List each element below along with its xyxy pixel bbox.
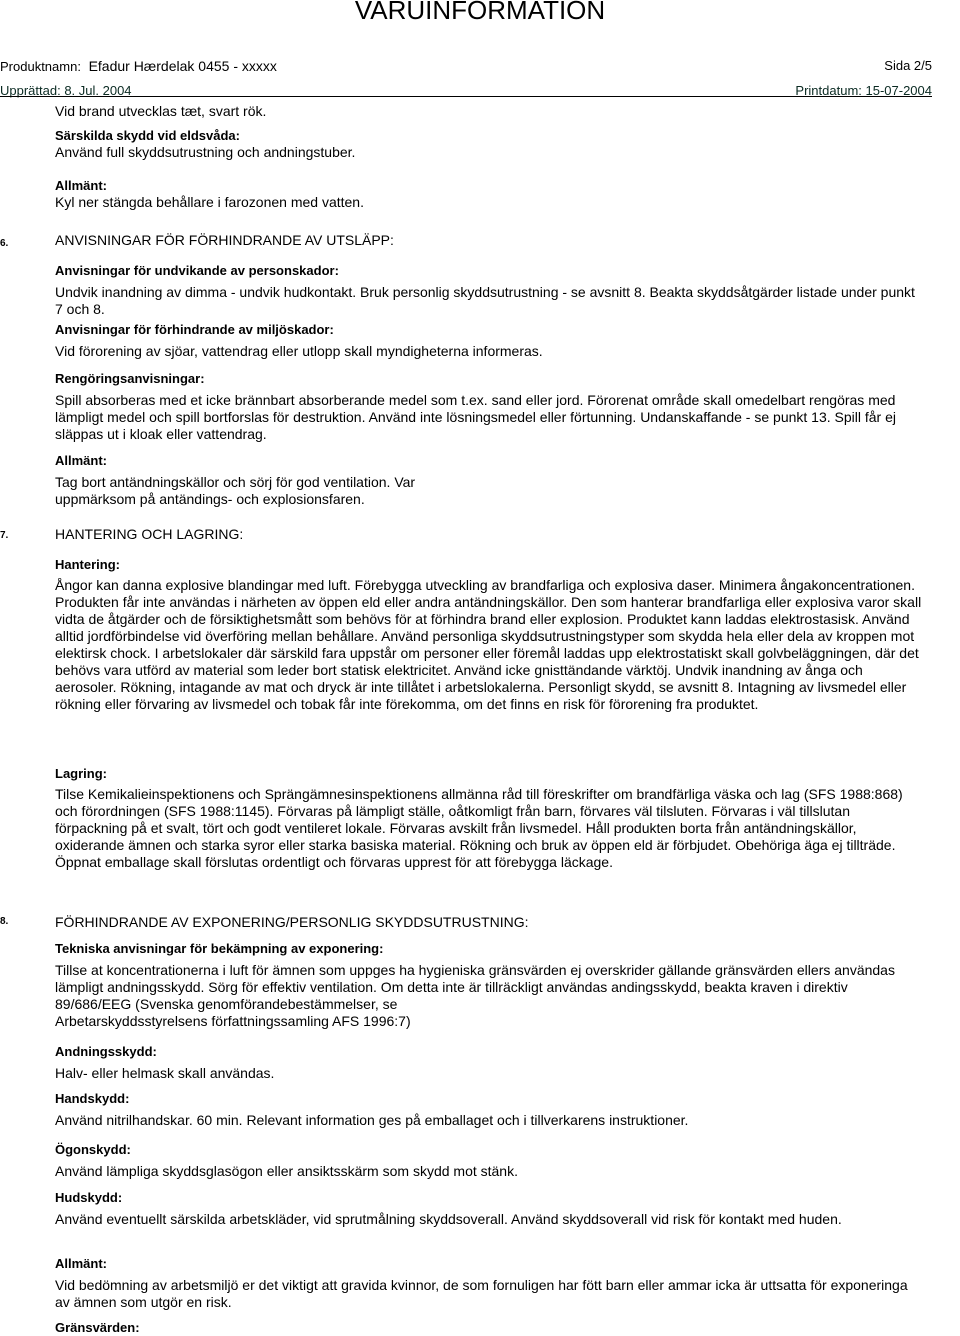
limits-label: Gränsvärden:: [55, 1320, 140, 1335]
respiratory-block: [55, 1043, 925, 1082]
section-6-title: ANVISNINGAR FÖR FÖRHINDRANDE AV UTSLÄPP:: [55, 232, 394, 248]
page-number: Sida 2/5: [884, 58, 932, 73]
section-6-general-block: [55, 452, 925, 508]
personal-protection-label: Anvisningar för undvikande av personskador:: [55, 263, 339, 278]
technical-text: Tillse at koncentrationerna i luft för ämnen som uppges ha hygieniska gränsvärden ej overskrider gällande gränsvärden ellers användas lämpligt andningsskydd. Sörg för effektiv ventilation. Om detta inte är tillräckligt användas andingsskydd, beakta kraven i direktiv 89/686/EEG (Svenska genomförandebestämmelser, se: [55, 962, 895, 1012]
section-6-cleaning-block: [55, 370, 925, 443]
section-7-number: 7.: [0, 530, 9, 541]
personal-protection-text: Undvik inandning av dimma - undvik hudkontakt. Bruk personlig skyddsutrustning - se avsnitt 8. Beakta skyddsåtgärder listade under punkt 7 och 8.: [55, 284, 915, 317]
skin-protection-block: [55, 1189, 925, 1228]
section-8-title: FÖRHINDRANDE AV EXPONERING/PERSONLIG SKYDDSUTRUSTNING:: [55, 914, 529, 930]
fire-protection-label: Särskilda skydd vid eldsvåda:: [55, 128, 240, 143]
header-row-product: [0, 58, 932, 75]
fire-protection-block: [55, 127, 925, 161]
environment-text: Vid förorening av sjöar, vattendrag eller utlopp skall myndigheterna informeras.: [55, 343, 543, 359]
hand-protection-text: Använd nitrilhandskar. 60 min. Relevant information ges på emballaget och i tillverkarens instruktioner.: [55, 1112, 689, 1128]
storage-text: Tilse Kemikalieinspektionens och Sprängämnesinspektionens allmänna råd till föreskrifter om brandfärliga väska och lag (SFS 1988:868) och förordningen (SFS 1988:1145). Förvaras på lämpligt ställe, oåtkomligt från barn, förvares väl tilsluten. Förvaras i väl tillslutan förpackning på et svalt, tört och godt ventileret lokale. Förvaras avskilt från livsmedel. Håll produkten borta från antändningskällor, oxiderande ämnen och starka syror eller starka basiska material. Rökning och bruk av öppen eld är förbjudet. Obehöriga äga ej tillträde. Öppnat emballage skall förslutas ordentligt och förvaras upprest för att förebygga läckage.: [55, 786, 903, 870]
section-6-personal-block: [55, 262, 925, 318]
respiratory-label: Andningsskydd:: [55, 1044, 157, 1059]
section-8-number: 8.: [0, 916, 9, 927]
document-title: VARUINFORMATION: [354, 0, 606, 25]
section-6-number: 6.: [0, 238, 9, 249]
handling-block: [55, 556, 925, 713]
header-divider: [0, 96, 932, 97]
eye-protection-label: Ögonskydd:: [55, 1142, 131, 1157]
cleaning-label: Rengöringsanvisningar:: [55, 371, 205, 386]
eye-protection-block: [55, 1141, 925, 1180]
hand-protection-label: Handskydd:: [55, 1091, 130, 1106]
section-6-general-text: Tag bort antändningskällor och sörj för god ventilation. Var uppmärksom på antändings- och explosionsfaren.: [55, 474, 416, 507]
skin-protection-label: Hudskydd:: [55, 1190, 123, 1205]
respiratory-text: Halv- eller helmask skall användas.: [55, 1065, 275, 1081]
fire-protection-text: Använd full skyddsutrustning och andningstuber.: [55, 144, 356, 160]
section-8-general-block: [55, 1255, 925, 1311]
handling-label: Hantering:: [55, 557, 120, 572]
skin-protection-text: Använd eventuellt särskilda arbetskläder, vid sprutmålning skyddsoverall. Använd skyddsoverall vid risk för kontakt med huden.: [55, 1211, 842, 1227]
intro-general-block: [55, 177, 925, 211]
storage-label: Lagring:: [55, 766, 107, 781]
technical-block: [55, 940, 925, 1030]
hand-protection-block: [55, 1090, 925, 1129]
section-7-title: HANTERING OCH LAGRING:: [55, 526, 244, 542]
environment-label: Anvisningar för förhindrande av miljöskador:: [55, 322, 334, 337]
limits-block: [55, 1319, 925, 1336]
product-name-value: Efadur Hærdelak 0455 - xxxxx: [88, 58, 277, 74]
intro-general-text: Kyl ner stängda behållare i farozonen med vatten.: [55, 194, 364, 210]
section-8-general-text: Vid bedömning av arbetsmiljö er det viktigt att gravida kvinnor, de som fornuligen har fött barn eller ammar icka är uttsatta för exponeringa av ämnen som utgör en risk.: [55, 1277, 908, 1310]
section-8-general-label: Allmänt:: [55, 1256, 107, 1271]
technical-text-ref: Arbetarskyddsstyrelsens författningssamling AFS 1996:7): [55, 1013, 411, 1029]
print-date: Printdatum: 15-07-2004: [795, 83, 932, 98]
fire-smoke-text: Vid brand utvecklas tæt, svart rök.: [55, 103, 267, 119]
intro-block: [55, 103, 925, 120]
handling-text: Ångor kan danna explosive blandingar med luft. Förebygga utveckling av brandfarliga och explosiva daser. Minimera ångakoncentrationen. Produkten får inte användas i närheten av öppen eld eller andra antändningskällor. Den som hanterar brandfarliga eller explosiva varor skall vidta de åtgärder och de försiktighetsmått som behövs för at förhindra brand eller explosion. Produktet kann laddas elektrostasisk. Använd alltid jordförbindelse vid överföring mellan behållare. Använd personliga skyddsutrustningstyper som skydda hela eller dela av kroppen mot elektirsk chock. I arbetslokaler där särskild fara uppstår om personer eller föremål laddas upp elektrostatiskt skall golvbeläggningen, där det behövs vara utförd av material som leder bort statisk elektricitet. Använd icke gnisttändande värktöj. Undvik inandning av ånga och aerosoler. Rökning, intagande av mat och dryck är inte tillåtet i arbetslokalerna. Personligt skydd, se avsnitt 8. Intagning av livsmedel eller rökning eller förvaring av livsmedel och tobak får inte förekomma, om det finns en risk för förorening fra produktet.: [55, 577, 922, 712]
created-date: Upprättad: 8. Jul. 2004: [0, 83, 132, 98]
intro-general-label: Allmänt:: [55, 178, 107, 193]
section-6-general-label: Allmänt:: [55, 453, 107, 468]
cleaning-text: Spill absorberas med et icke brännbart absorberande medel som t.ex. sand eller jord. Förorenat område skall omedelbart rengöras med lämpligt medel och spill bortforslas för destruktion. Använd inte lösningsmedel eller förtunning. Undanskaffande - se punkt 13. Spill får ej släppas ut i kloak eller vattendrag.: [55, 392, 896, 442]
eye-protection-text: Använd lämpliga skyddsglasögon eller ansiktsskärm som skydd mot stänk.: [55, 1163, 518, 1179]
product-name-label: Produktnamn:: [0, 59, 81, 74]
technical-label: Tekniska anvisningar för bekämpning av exponering:: [55, 941, 384, 956]
section-6-env-block: [55, 321, 925, 360]
storage-block: [55, 765, 925, 871]
